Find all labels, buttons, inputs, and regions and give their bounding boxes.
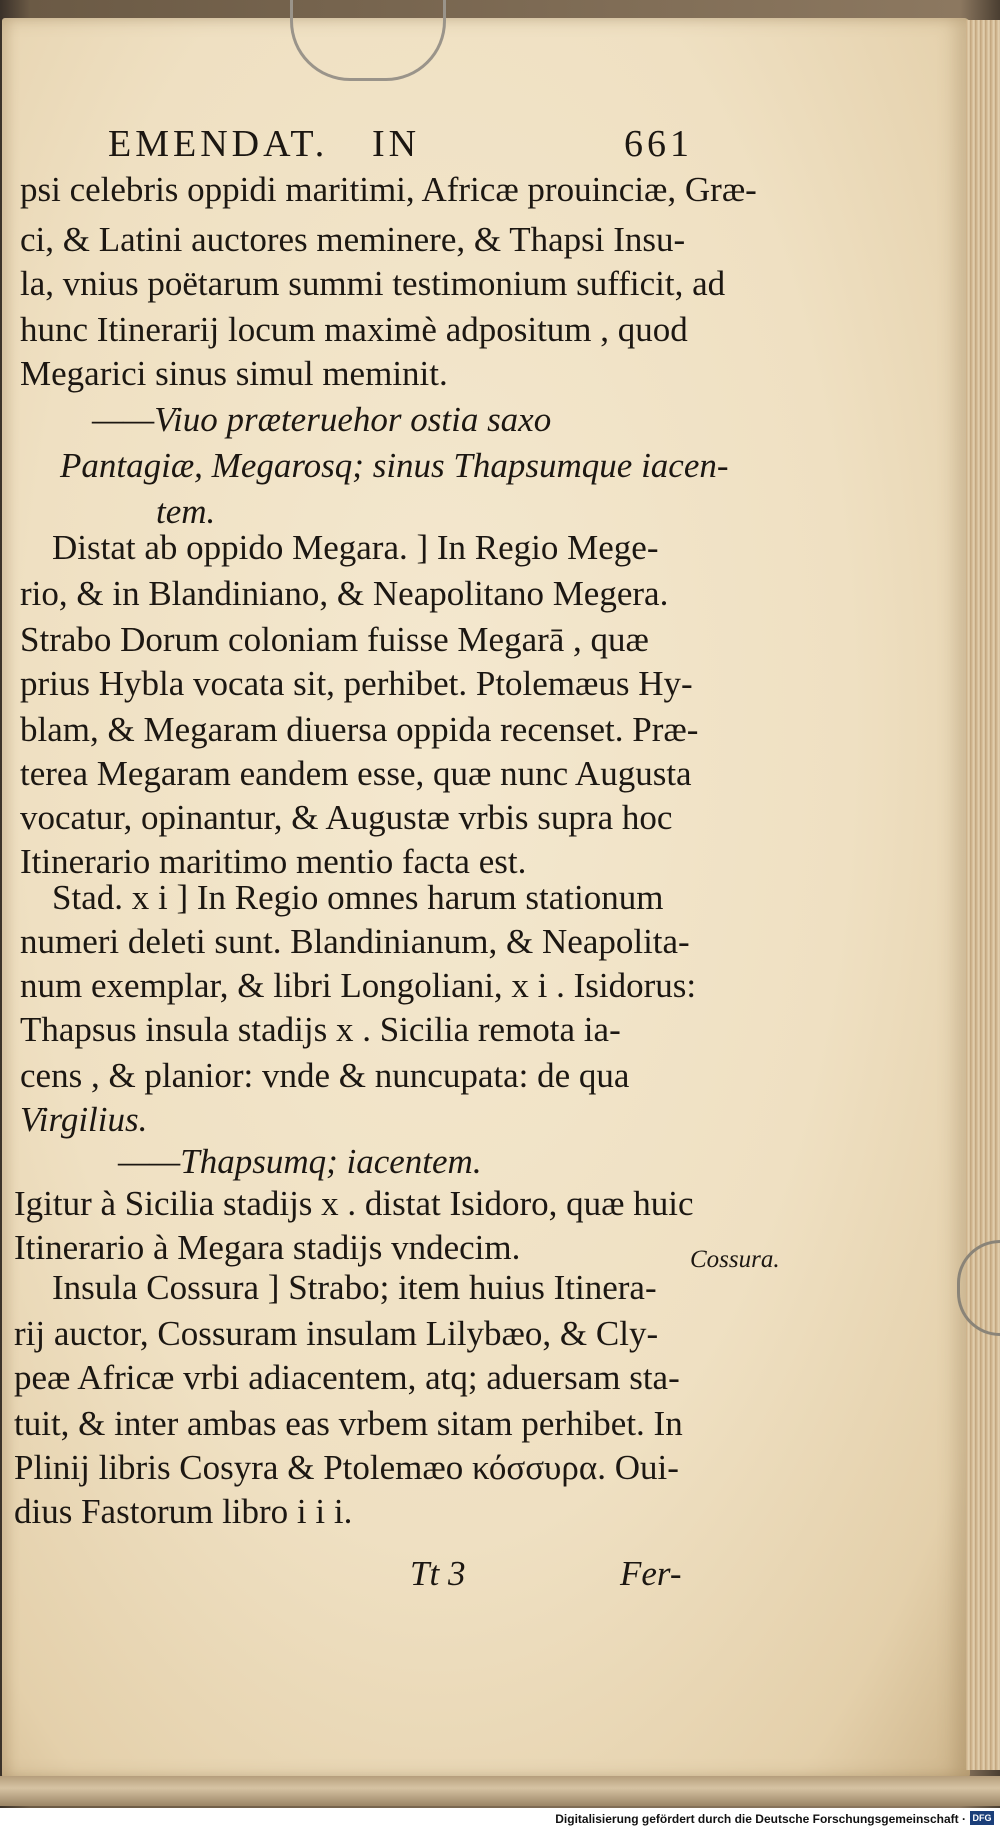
text-line: numeri deleti sunt. Blandinianum, & Neapolita- <box>20 922 690 961</box>
funding-credit: Digitalisierung gefördert durch die Deutsche Forschungsgemeinschaft · <box>555 1812 966 1826</box>
text-line: rij auctor, Cossuram insulam Lilybæo, & Cly- <box>14 1314 659 1353</box>
text-line: Thapsus insula stadijs x . Sicilia remota ia- <box>20 1010 621 1049</box>
verse-line: ——Viuo præteruehor ostia saxo <box>92 400 552 439</box>
text-line: rio, & in Blandiniano, & Neapolitano Megera. <box>20 574 669 613</box>
text-line: Insula Cossura ] Strabo; item huius Itinera- <box>52 1268 657 1307</box>
verse-line: ——Thapsumq; iacentem. <box>118 1142 482 1181</box>
text-line: Itinerario maritimo mentio facta est. <box>20 842 527 881</box>
text-line: Megarici sinus simul meminit. <box>20 354 448 393</box>
text-line: la, vnius poëtarum summi testimonium sufficit, ad <box>20 264 726 303</box>
page-number: 661 <box>624 123 693 165</box>
verse-line: Pantagiæ, Megarosq; sinus Thapsumque iacen- <box>60 446 729 485</box>
text-line: Strabo Dorum coloniam fuisse Megarā , quæ <box>20 620 649 659</box>
catchword: Fer- <box>620 1554 682 1593</box>
text-line: peæ Africæ vrbi adiacentem, atq; aduersam sta- <box>14 1358 680 1397</box>
text-line: Itinerario à Megara stadijs vndecim. <box>14 1228 521 1267</box>
running-head-center: IN <box>372 123 421 165</box>
text-line: tuit, & inter ambas eas vrbem sitam perhibet. In <box>14 1404 683 1443</box>
text-line: blam, & Megaram diuersa oppida recenset. Præ- <box>20 710 699 749</box>
signature-mark: Tt 3 <box>410 1554 466 1593</box>
text-line: vocatur, opinantur, & Augustæ vrbis supra hoc <box>20 798 673 837</box>
text-line: ci, & Latini auctores meminere, & Thapsi Insu- <box>20 220 686 259</box>
funding-credit-text: Digitalisierung gefördert durch die Deutsche Forschungsgemeinschaft <box>555 1812 959 1826</box>
text-line: Plinij libris Cosyra & Ptolemæo κόσσυρα. Oui- <box>14 1448 679 1487</box>
text-line: num exemplar, & libri Longoliani, x i . Isidorus: <box>20 966 697 1005</box>
text-line: prius Hybla vocata sit, perhibet. Ptolemæus Hy- <box>20 664 693 703</box>
text-line: Distat ab oppido Megara. ] In Regio Mege- <box>52 528 659 567</box>
text-line: Igitur à Sicilia stadijs x . distat Isidoro, quæ huic <box>14 1184 694 1223</box>
dfg-logo: DFG <box>970 1811 994 1825</box>
text-line: Stad. x i ] In Regio omnes harum stationum <box>52 878 664 917</box>
text-line: terea Megaram eandem esse, quæ nunc Augusta <box>20 754 692 793</box>
text-line: hunc Itinerarij locum maximè adpositum , quod <box>20 310 688 349</box>
margin-note: Cossura. <box>690 1246 780 1273</box>
verse-line: tem. <box>156 492 216 531</box>
running-head-left: EMENDAT. <box>108 123 329 165</box>
text-line: Virgilius. <box>20 1100 148 1139</box>
text-line: psi celebris oppidi maritimi, Africæ prouinciæ, Græ- <box>20 170 757 209</box>
text-line: cens , & planior: vnde & nuncupata: de qua <box>20 1056 630 1095</box>
text-line: dius Fastorum libro i i i. <box>14 1492 353 1531</box>
